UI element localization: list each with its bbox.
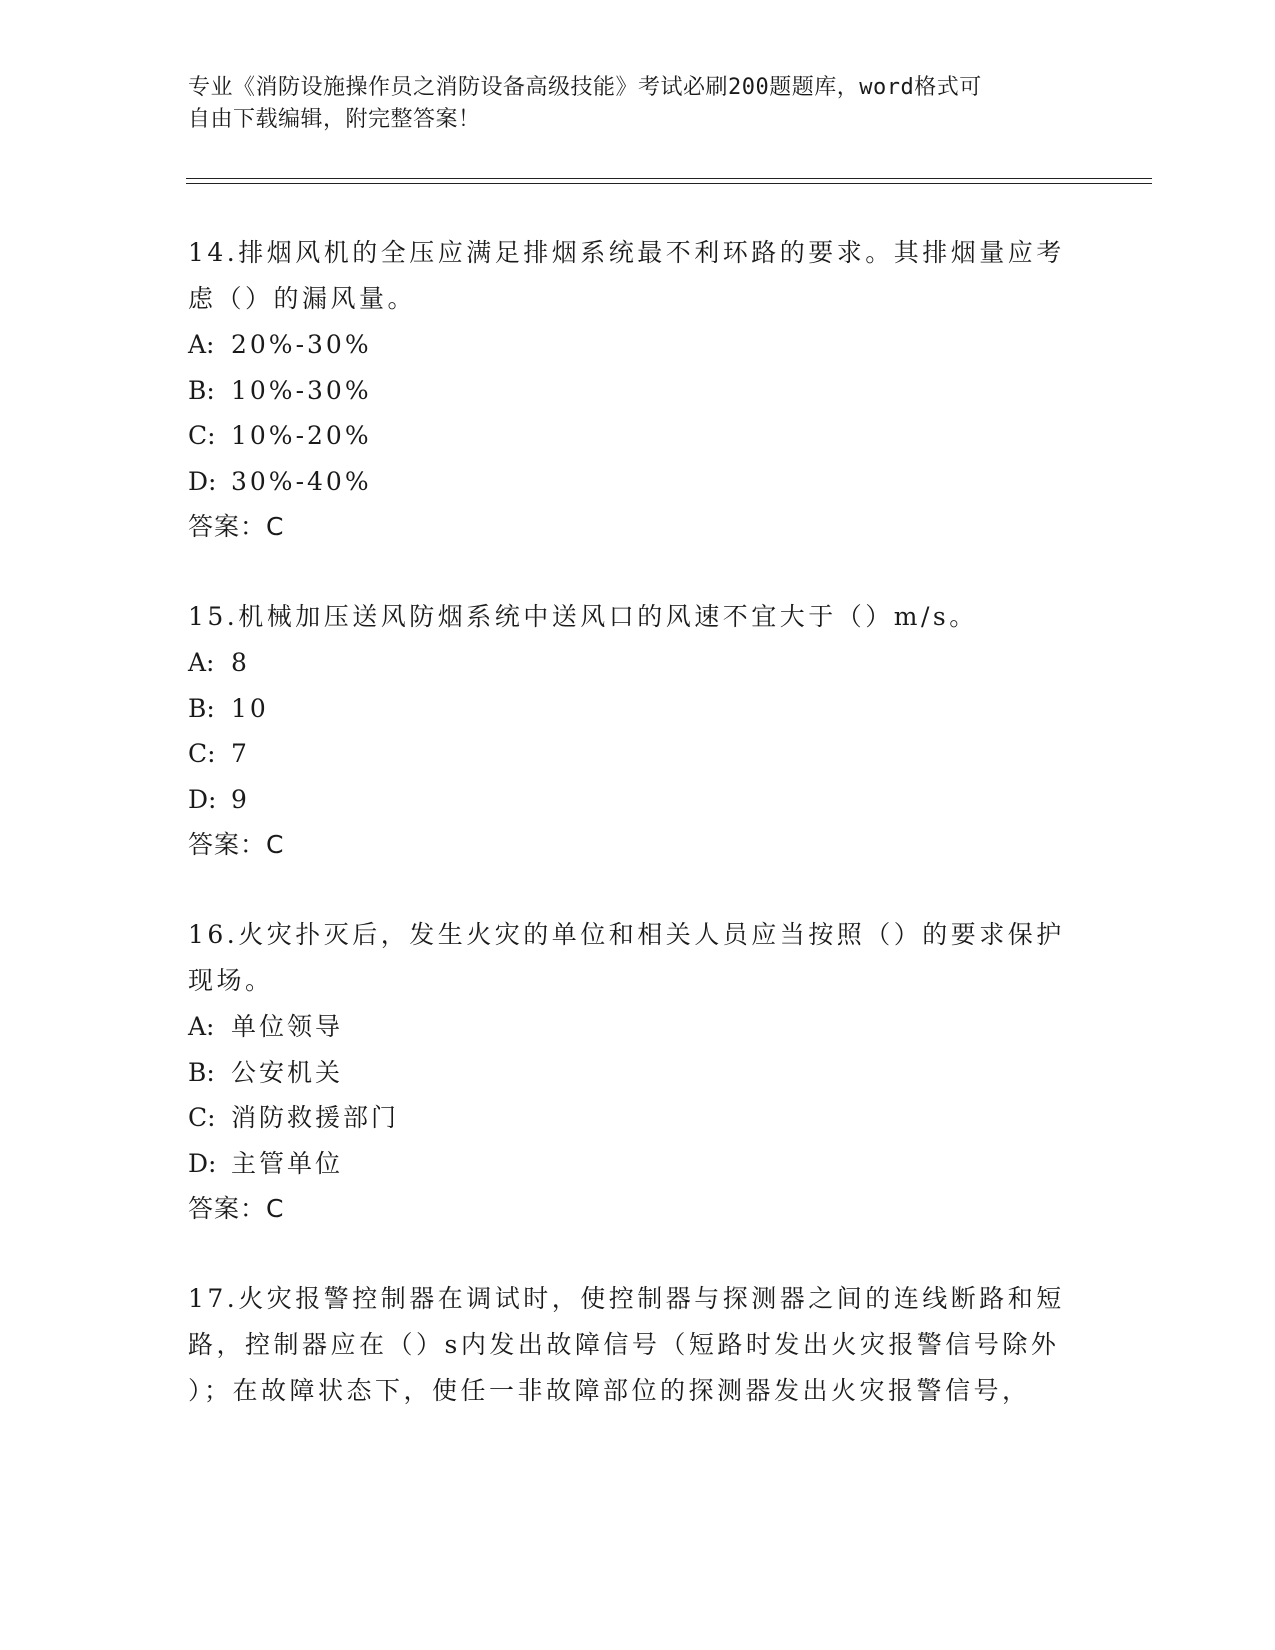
option-label: B: xyxy=(188,693,215,723)
question-text xyxy=(188,912,1088,1004)
header-divider-bottom xyxy=(186,183,1152,184)
option-d xyxy=(188,459,1088,505)
option-text: 8 xyxy=(231,648,250,677)
question-text-line: ）；在故障状态下，使任一非故障部位的探测器发出火灾报警信号， xyxy=(188,1376,1031,1405)
question-text xyxy=(188,594,1088,640)
question-17 xyxy=(188,1276,1088,1414)
option-text: 10%-30% xyxy=(231,375,372,405)
option-b xyxy=(188,368,1088,414)
option-label: A: xyxy=(188,330,215,359)
option-label: B: xyxy=(188,375,215,405)
option-c xyxy=(188,1095,1088,1141)
question-text xyxy=(188,230,1088,322)
question-list xyxy=(188,230,1088,1458)
option-text: 10%-20% xyxy=(231,421,372,450)
option-d xyxy=(188,1141,1088,1187)
option-b xyxy=(188,686,1088,732)
question-14 xyxy=(188,230,1088,550)
question-text-line: 16.火灾扑灭后，发生火灾的单位和相关人员应当按照（）的要求保护 xyxy=(188,920,1065,949)
option-a xyxy=(188,322,1088,368)
option-text: 30%-40% xyxy=(231,466,372,496)
document-header xyxy=(188,72,1068,136)
option-text: 9 xyxy=(231,784,250,814)
option-d xyxy=(188,777,1088,823)
question-text-line: 现场。 xyxy=(188,966,274,995)
option-label: A: xyxy=(188,1012,215,1041)
option-text: 10 xyxy=(231,693,269,723)
option-label: C: xyxy=(188,739,216,768)
option-label: A: xyxy=(188,648,215,677)
question-text-line: 17.火灾报警控制器在调试时，使控制器与探测器之间的连线断路和短 xyxy=(188,1284,1065,1313)
option-text: 7 xyxy=(231,739,250,768)
option-text: 消防救援部门 xyxy=(231,1103,400,1132)
answer: 答案：C xyxy=(188,830,285,859)
question-text-line: 虑（）的漏风量。 xyxy=(188,284,417,313)
option-label: D: xyxy=(188,784,217,814)
option-a xyxy=(188,640,1088,686)
option-label: C: xyxy=(188,1103,216,1132)
option-text: 主管单位 xyxy=(231,1148,344,1178)
option-c xyxy=(188,731,1088,777)
question-15 xyxy=(188,594,1088,868)
option-label: D: xyxy=(188,1148,217,1178)
header-divider-top xyxy=(186,178,1152,179)
option-c xyxy=(188,413,1088,459)
option-label: C: xyxy=(188,421,216,450)
option-a xyxy=(188,1004,1088,1050)
question-16 xyxy=(188,912,1088,1232)
option-text: 公安机关 xyxy=(231,1057,344,1087)
answer: 答案：C xyxy=(188,512,285,541)
question-text-line: 14.排烟风机的全压应满足排烟系统最不利环路的要求。其排烟量应考 xyxy=(188,238,1065,267)
option-label: D: xyxy=(188,466,217,496)
header-line-2: 自由下载编辑，附完整答案！ xyxy=(188,107,481,132)
option-b xyxy=(188,1050,1088,1096)
option-text: 20%-30% xyxy=(231,330,372,359)
option-text: 单位领导 xyxy=(231,1012,344,1041)
question-text-line: 路，控制器应在（）s内发出故障信号（短路时发出火灾报警信号除外 xyxy=(188,1330,1060,1359)
question-text-line: 15.机械加压送风防烟系统中送风口的风速不宜大于（）m/s。 xyxy=(188,602,978,631)
answer: 答案：C xyxy=(188,1194,285,1223)
option-label: B: xyxy=(188,1057,215,1087)
question-text xyxy=(188,1276,1088,1414)
header-line-1: 专业《消防设施操作员之消防设备高级技能》考试必刷200题题库，word格式可 xyxy=(188,75,982,100)
